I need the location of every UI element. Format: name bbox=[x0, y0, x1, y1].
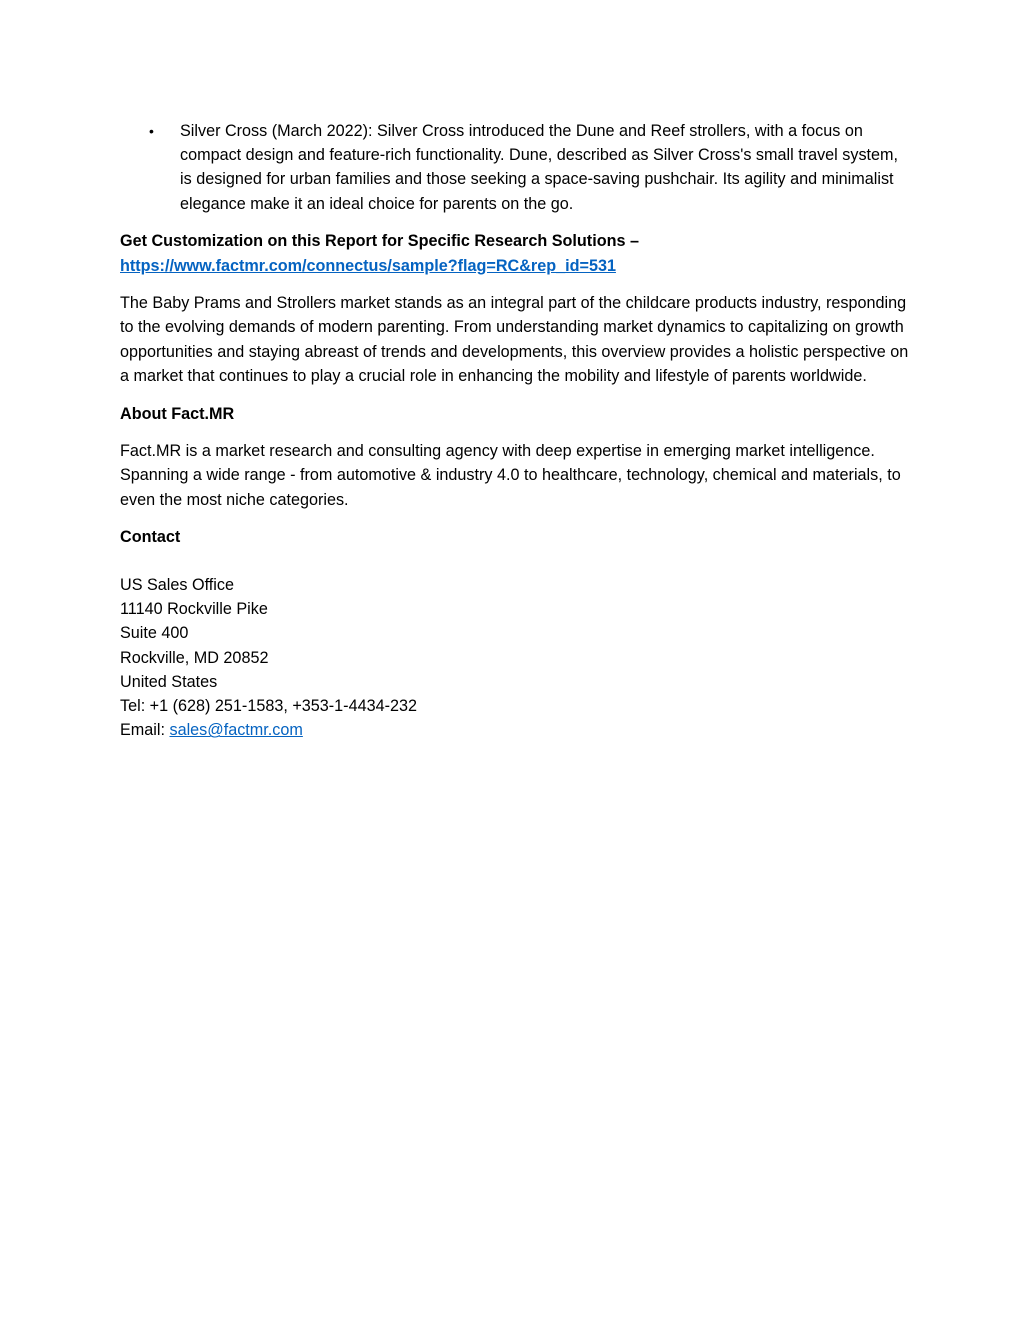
contact-heading: Contact bbox=[120, 528, 181, 547]
bullet-item bbox=[120, 119, 910, 216]
contact-tel: Tel: +1 (628) 251-1583, +353-1-4434-232 bbox=[120, 697, 417, 716]
contact-address bbox=[120, 573, 910, 742]
contact-email-line bbox=[120, 718, 910, 742]
contact-suite: Suite 400 bbox=[120, 624, 189, 643]
contact-office: US Sales Office bbox=[120, 576, 234, 595]
contact-street: 11140 Rockville Pike bbox=[120, 600, 268, 619]
customization-link[interactable]: https://www.factmr.com/connectus/sample?flag=RC&rep_id=531 bbox=[120, 256, 616, 275]
about-paragraph: Fact.MR is a market research and consulting agency with deep expertise in emerging market intelligence. Spanning a wide range - from automotive & industry 4.0 to healthcare, technology, chemical and materials, to even the most niche categories. bbox=[120, 442, 901, 509]
document-page bbox=[120, 119, 910, 742]
contact-email-label: Email: bbox=[120, 721, 170, 740]
contact-city: Rockville, MD 20852 bbox=[120, 648, 269, 667]
overview-paragraph: The Baby Prams and Strollers market stands as an integral part of the childcare products industry, responding to the evolving demands of modern parenting. From understanding market dynamics to capitalizing on growth opportunities and staying abreast of trends and developments, this overview provides a holistic perspective on a market that continues to play a crucial role in enhancing the mobility and lifestyle of parents worldwide. bbox=[120, 294, 909, 385]
bullet-text: Silver Cross (March 2022): Silver Cross introduced the Dune and Reef strollers, with a focus on compact design and feature-rich functionality. Dune, described as Silver Cross's small travel system, is designed for urban families and those seeking a space-saving pushchair. Its agility and minimalist elegance make it an ideal choice for parents on the go. bbox=[180, 122, 899, 213]
bullet-dot: • bbox=[149, 123, 154, 139]
about-heading: About Fact.MR bbox=[120, 404, 235, 423]
customization-heading: Get Customization on this Report for Specific Research Solutions – bbox=[120, 232, 639, 251]
customization-section bbox=[120, 229, 910, 277]
contact-email-link[interactable]: sales@factmr.com bbox=[169, 721, 303, 740]
contact-country: United States bbox=[120, 672, 218, 691]
